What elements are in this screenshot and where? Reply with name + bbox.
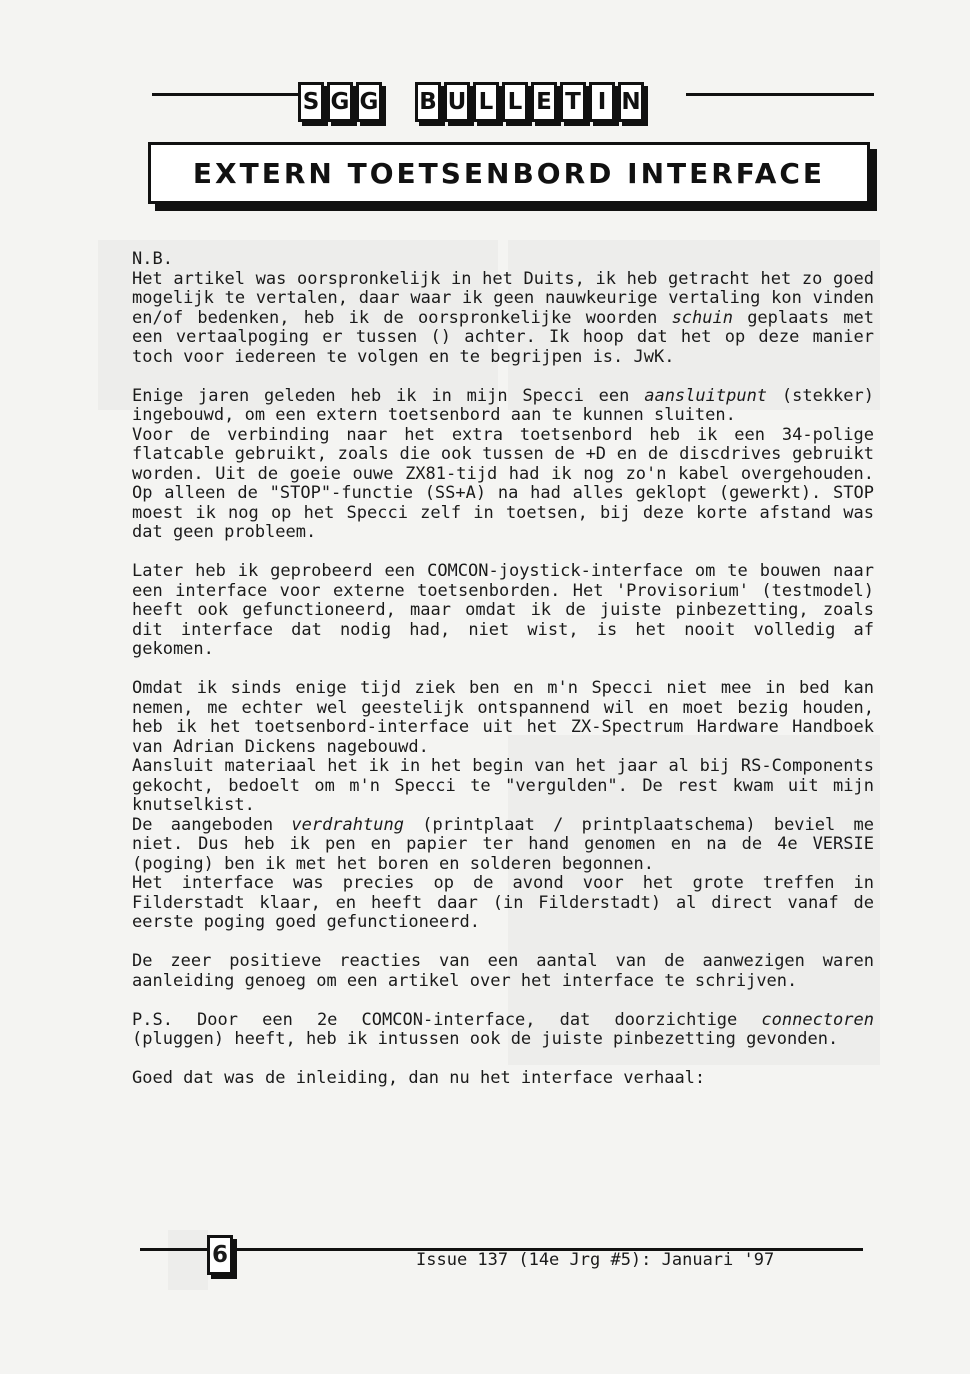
page-number: 6 bbox=[207, 1235, 233, 1275]
masthead-letter: T bbox=[560, 82, 586, 122]
masthead-letter: L bbox=[473, 82, 499, 122]
masthead-letter: G bbox=[356, 82, 382, 122]
masthead-letter: N bbox=[618, 82, 644, 122]
nb-paragraph: Het artikel was oorspronkelijk in het Duits, ik heb getracht het zo goed mogelijk te vertalen, daar waar ik geen nauwkeurige vertaling kon vinden en/of bedenken, heb ik de oorspronkelijke woorden schuin geplaats met een vertaalpoging er tussen () achter. Ik hoop dat het op deze manier toch voor iedereen te volgen en te begrijpen is. JwK. bbox=[132, 268, 874, 367]
masthead-letter: I bbox=[589, 82, 615, 122]
paragraph: De zeer positieve reacties van een aantal van de aanwezigen waren aanleiding genoeg om een artikel over het interface te schrijven. bbox=[132, 951, 874, 991]
italic-term: aansluitpunt bbox=[644, 385, 768, 406]
ps-paragraph: P.S. Door een 2e COMCON-interface, dat doorzichtige connectoren (pluggen) heeft, heb ik intussen ook de juiste pinbezetting gevonden. bbox=[132, 1009, 874, 1049]
masthead-rule-right bbox=[686, 93, 874, 96]
paragraph: Het interface was precies op de avond voor het grote treffen in Filderstadt klaar, en heeft daar (in Filderstadt) al direct vanaf de eerste poging goed gefunctioneerd. bbox=[132, 873, 874, 932]
show-through-block bbox=[168, 1230, 208, 1290]
article-title-box bbox=[148, 142, 870, 204]
nb-label: N.B. bbox=[132, 249, 173, 269]
italic-term: verdrahtung bbox=[291, 814, 404, 835]
masthead-rule-left bbox=[152, 93, 298, 96]
masthead-letter: E bbox=[531, 82, 557, 122]
masthead-letter: L bbox=[502, 82, 528, 122]
paragraph: Enige jaren geleden heb ik in mijn Specci een aansluitpunt (stekker) ingebouwd, om een extern toetsenbord aan te kunnen sluiten. bbox=[132, 385, 874, 425]
paragraph: Voor de verbinding naar het extra toetsenbord heb ik een 34-polige flatcable gebruikt, zoals die ook tussen de +D en de discdrives gebruikt worden. Uit de goeie ouwe ZX81-tijd had ik nog zo'n kabel overgehouden. Op alleen de "STOP"-functie (SS+A) na had alles geklopt (gewerkt). STOP moest ik nog op het Specci zelf in toetsen, bij deze korte afstand was dat geen probleem. bbox=[132, 424, 874, 542]
paragraph: Later heb ik geprobeerd een COMCON-joystick-interface om te bouwen naar een interface voor externe toetsenborden. Het 'Provisorium' (testmodel) heeft ook gefunctioneerd, maar omdat ik de juiste pinbezetting, zoals dit interface dat nodig had, niet wist, is het nooit volledig af gekomen. bbox=[132, 561, 874, 659]
closing-line: Goed dat was de inleiding, dan nu het interface verhaal: bbox=[132, 1068, 706, 1088]
issue-line: Issue 137 (14e Jrg #5): Januari '97 bbox=[416, 1250, 775, 1270]
paragraph: De aangeboden verdrahtung (printplaat / printplaatschema) beviel me niet. Dus heb ik pen en papier ter hand genomen en na de 4e VERSIE (poging) ben ik met het boren en solderen begonnen. bbox=[132, 814, 874, 874]
paragraph: Omdat ik sinds enige tijd ziek ben en m'n Specci niet mee in bed kan nemen, me echter wel geestelijk ontspannend wil en moet bezig houden, heb ik het toetsenbord-interface uit het ZX-Spectrum Hardware Handboek van Adrian Dickens nagebouwd. bbox=[132, 678, 874, 757]
masthead-letter: B bbox=[415, 82, 441, 122]
masthead-letter: G bbox=[327, 82, 353, 122]
masthead-letter: S bbox=[298, 82, 324, 122]
italic-term: connectoren bbox=[761, 1009, 874, 1030]
masthead-logo bbox=[298, 82, 647, 122]
article-body bbox=[132, 250, 874, 1108]
italic-term: schuin bbox=[671, 307, 733, 328]
article-title: EXTERN TOETSENBORD INTERFACE bbox=[192, 156, 826, 190]
paragraph: Aansluit materiaal het ik in het begin van het jaar al bij RS-Components gekocht, bedoelt om m'n Specci te "vergulden". De rest kwam uit mijn knutselkist. bbox=[132, 756, 874, 815]
masthead-letter: U bbox=[444, 82, 470, 122]
